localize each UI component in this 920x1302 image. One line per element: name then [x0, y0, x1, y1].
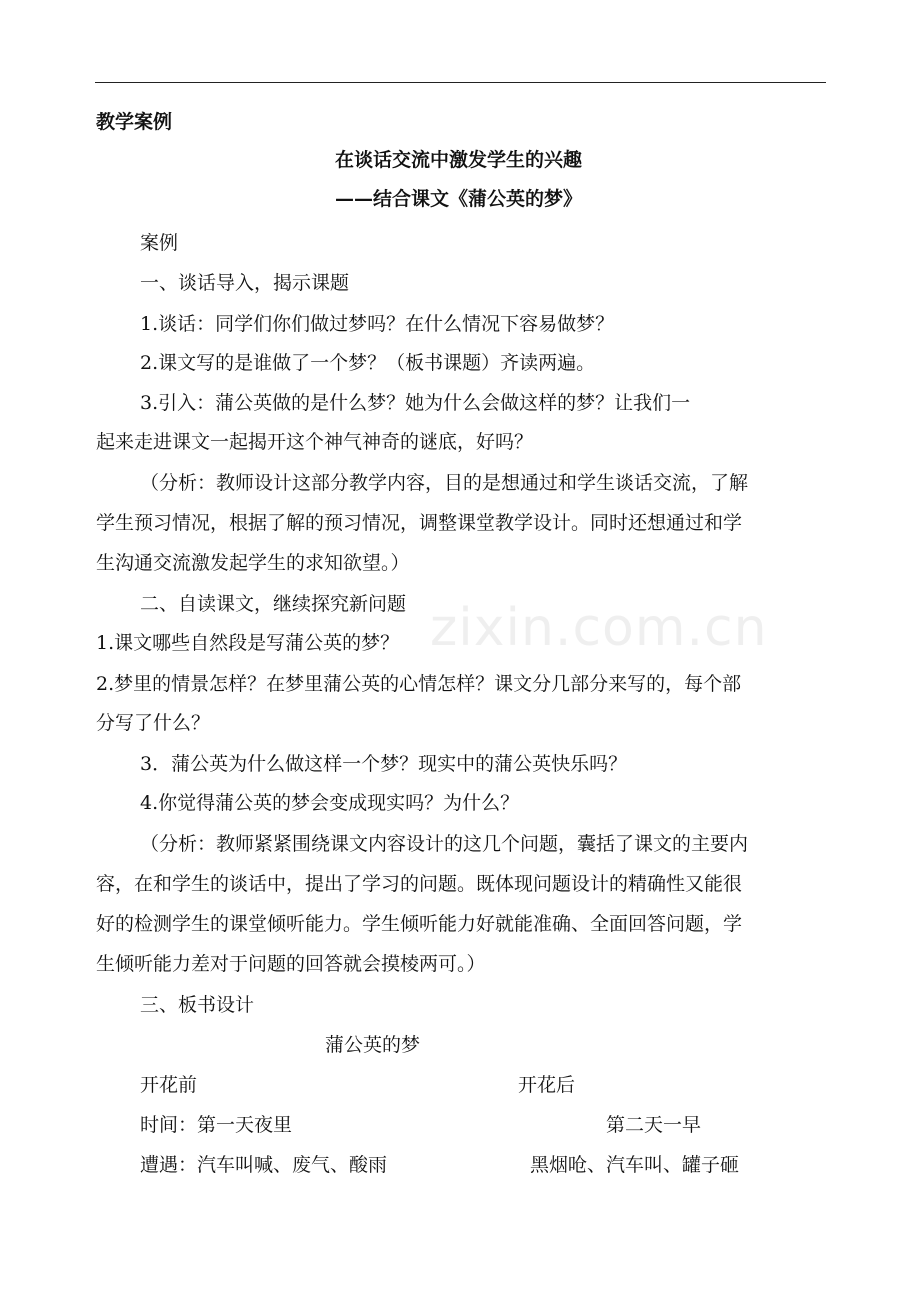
part1-item-1: 1.谈话：同学们你们做过梦吗？在什么情况下容易做梦？ [140, 313, 615, 335]
section-label: 教学案例 [96, 111, 173, 133]
board-time-before: 时间：第一天夜里 [140, 1114, 293, 1136]
part2-analysis-2: 容，在和学生的谈话中，提出了学习的问题。既体现问题设计的精确性又能很 [96, 873, 743, 895]
part2-item-4: 4.你觉得蒲公英的梦会变成现实吗？为什么？ [140, 792, 520, 814]
part1-item-3-cont: 起来走进课文一起揭开这个神气神奇的谜底，好吗？ [96, 431, 534, 453]
part2-item-2-cont: 分写了什么？ [96, 712, 211, 734]
part2-analysis-3: 好的检测学生的课堂倾听能力。学生倾听能力好就能准确、全面回答问题，学 [96, 913, 743, 935]
board-time-after: 第二天一早 [606, 1114, 702, 1136]
board-col-before: 开花前 [140, 1074, 198, 1096]
part1-item-3: 3.引入：蒲公英做的是什么梦？她为什么会做这样的梦？让我们一 [140, 392, 691, 414]
part2-analysis-1: （分析：教师紧紧围绕课文内容设计的这几个问题，囊括了课文的主要内 [140, 833, 749, 855]
part2-item-3: 3．蒲公英为什么做这样一个梦？现实中的蒲公英快乐吗？ [140, 753, 628, 775]
part1-analysis-3: 生沟通交流激发起学生的求知欲望。） [96, 552, 410, 574]
part2-item-2: 2.梦里的情景怎样？在梦里蒲公英的心情怎样？课文分几部分来写的，每个部 [96, 673, 742, 695]
part2-analysis-4: 生倾听能力差对于问题的回答就会摸棱两可。） [96, 953, 486, 975]
board-col-after: 开花后 [518, 1074, 576, 1096]
part1-heading: 一、谈话导入，揭示课题 [140, 272, 350, 294]
watermark: zixin.com.cn [430, 598, 768, 658]
part2-item-1: 1.课文哪些自然段是写蒲公英的梦？ [96, 632, 400, 654]
document-title: 在谈话交流中激发学生的兴趣 [335, 149, 583, 171]
part3-heading: 三、板书设计 [140, 994, 255, 1016]
part1-analysis-2: 学生预习情况，根据了解的预习情况，调整课堂教学设计。同时还想通过和学 [96, 512, 743, 534]
document-subtitle: ——结合课文《蒲公英的梦》 [335, 188, 583, 210]
board-encounter-after: 黑烟呛、汽车叫、罐子砸 [530, 1154, 740, 1176]
board-encounter-before: 遭遇：汽车叫喊、废气、酸雨 [140, 1154, 388, 1176]
header-rule [95, 82, 826, 83]
board-title: 蒲公英的梦 [325, 1034, 421, 1056]
part1-item-2: 2.课文写的是谁做了一个梦？（板书课题）齐读两遍。 [140, 352, 596, 374]
case-label: 案例 [140, 232, 179, 254]
part2-heading: 二、自读课文，继续探究新问题 [140, 593, 407, 615]
part1-analysis-1: （分析：教师设计这部分教学内容，目的是想通过和学生谈话交流，了解 [140, 472, 749, 494]
